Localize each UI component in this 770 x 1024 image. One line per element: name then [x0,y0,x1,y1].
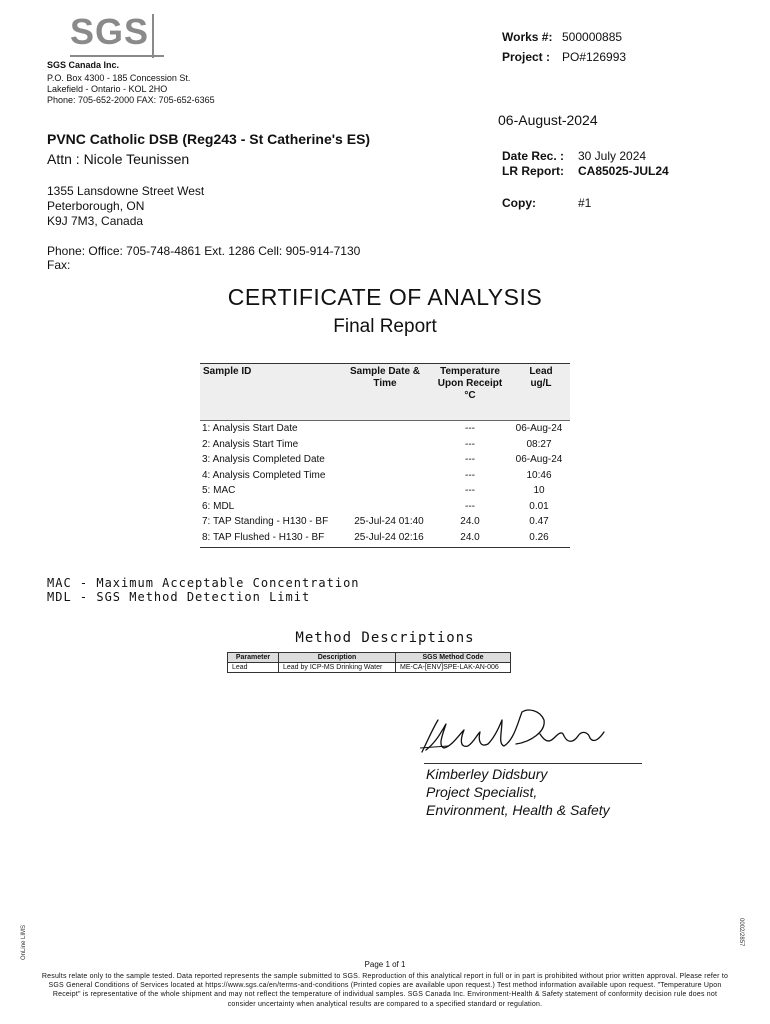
sgs-logo [70,11,164,54]
cell-lead: 10:46 [526,469,552,481]
note-mdl: MDL - SGS Method Detection Limit [47,590,311,604]
header-sample-date [345,366,425,390]
header-sample-date-line: Time [373,378,397,389]
method-parameter: Lead [228,663,279,673]
cell-sample-id: 7: TAP Standing - H130 - BF [202,516,329,527]
method-header-description: Description [279,653,396,663]
cell-sample-date: 25-Jul-24 01:40 [354,516,424,527]
signatory-department: Environment, Health & Safety [426,802,610,818]
results-header [200,364,570,421]
cell-temperature: --- [465,500,475,512]
header-sample-id: Sample ID [203,366,252,377]
client-fax: Fax: [47,258,71,272]
lab-address-line: Lakefield - Ontario - KOL 2HO [47,84,168,94]
footer-disclaimer: Results relate only to the sample tested. Data reported represents the sample submitted to SGS. Reproduction of this analytical report in full or in part is prohibited without prior written approval. Please refer to SGS General Conditions of Services located at https://www.sgs.ca/en/terms-and-conditions (Printed copies are available upon request.) Test method information available upon request. "Temperature Upon Receipt" is representative of the whole shipment and may not reflect the temperature of individual samples. SGS Canada Inc. Environment-Health & Safety statement of conformity decision rule does not consider uncertainty when analytical results are compared to a specified standard or regulation. [41,973,729,1008]
header-lead [518,366,564,390]
copy-number [502,196,591,210]
cell-lead: 06-Aug-24 [515,423,563,434]
project-number [502,50,626,64]
header-temperature-unit: °C [464,390,476,401]
cell-temperature: --- [465,438,475,450]
project-label: Project : [502,50,551,64]
header-sample-date-line: Sample Date & [349,366,421,377]
method-header-code: SGS Method Code [396,653,511,663]
client-attn: Attn : Nicole Teunissen [47,151,190,167]
cell-lead: 0.47 [529,516,549,527]
cell-temperature: --- [465,423,475,434]
logo-text: SGS [70,11,150,52]
signatory-title: Project Specialist, [426,784,538,800]
logo-divider [152,14,154,58]
header-temperature-line: Temperature [440,366,500,377]
method-code: ME-CA-[ENV]SPE-LAK-AN-006 [396,663,511,673]
table-row [200,421,570,437]
client-address-line: 1355 Lansdowne Street West [47,184,205,198]
certificate-title: CERTIFICATE OF ANALYSIS [227,284,543,310]
header-lead-unit: ug/L [530,378,552,389]
date-rec-value: 30 July 2024 [578,149,647,163]
side-mark-right: 0002/2857 [738,918,744,947]
date-rec-label: Date Rec. : [502,149,565,163]
cell-sample-id: 2: Analysis Start Time [202,438,299,450]
table-row [200,437,570,453]
method-description: Lead by ICP-MS Drinking Water [279,663,396,673]
cell-lead: 10 [533,485,545,496]
side-mark-left: OnLine LIMS [21,924,27,960]
lr-report-label: LR Report: [502,164,564,178]
cell-lead: 0.01 [529,500,549,512]
client-address-line: K9J 7M3, Canada [47,214,144,228]
table-row [200,530,570,546]
cell-temperature: 24.0 [460,516,480,527]
cell-sample-id: 4: Analysis Completed Time [202,469,326,481]
copy-label: Copy: [502,196,536,210]
cell-sample-id: 8: TAP Flushed - H130 - BF [202,531,325,543]
lab-name: SGS Canada Inc. [47,60,120,70]
table-row [200,483,570,499]
page-number: Page 1 of 1 [364,960,406,969]
note-mac: MAC - Maximum Acceptable Concentration [47,576,360,590]
method-table-header [228,653,511,663]
signatory-name: Kimberley Didsbury [426,766,548,782]
cell-temperature: 24.0 [460,531,480,543]
table-row [200,452,570,468]
header-temperature [432,366,508,402]
method-descriptions-title: Method Descriptions [295,630,475,646]
header-lead-line: Lead [529,366,553,377]
client-name: PVNC Catholic DSB (Reg243 - St Catherine's ES) [47,131,371,147]
table-row [200,499,570,515]
date-received [502,149,646,163]
cell-sample-date: 25-Jul-24 02:16 [354,531,424,543]
header-temperature-line: Upon Receipt [437,378,503,389]
works-number [502,30,622,44]
works-label: Works #: [502,30,553,44]
certificate-subtitle: Final Report [333,316,437,337]
results-body [200,421,570,548]
cell-sample-id: 6: MDL [202,500,235,512]
cell-lead: 06-Aug-24 [515,454,563,465]
cell-sample-id: 1: Analysis Start Date [202,423,298,434]
client-address-line: Peterborough, ON [47,199,145,213]
cell-lead: 0.26 [529,531,549,543]
handwritten-signature [418,700,608,760]
table-row [200,468,570,484]
lab-phone-line: Phone: 705-652-2000 FAX: 705-652-6365 [47,95,215,105]
cell-lead: 08:27 [526,438,552,450]
table-row [200,514,570,530]
logo-underline [70,55,164,57]
lr-report-value: CA85025-JUL24 [578,164,669,178]
method-table [227,652,511,673]
cell-temperature: --- [465,454,475,465]
lr-report [502,164,669,178]
works-value: 500000885 [562,30,623,44]
cell-temperature: --- [465,485,475,496]
method-header-parameter: Parameter [228,653,279,663]
signature-line [424,763,642,764]
lab-address-line: P.O. Box 4300 - 185 Concession St. [47,73,191,83]
results-table [200,363,570,548]
cell-temperature: --- [465,469,475,481]
copy-value: #1 [578,196,592,210]
project-value: PO#126993 [562,50,627,64]
cell-sample-id: 3: Analysis Completed Date [202,454,325,465]
report-date: 06-August-2024 [498,112,598,128]
method-row [228,663,511,673]
client-phone: Phone: Office: 705-748-4861 Ext. 1286 Cell: 905-914-7130 [47,244,361,258]
cell-sample-id: 5: MAC [202,485,236,496]
